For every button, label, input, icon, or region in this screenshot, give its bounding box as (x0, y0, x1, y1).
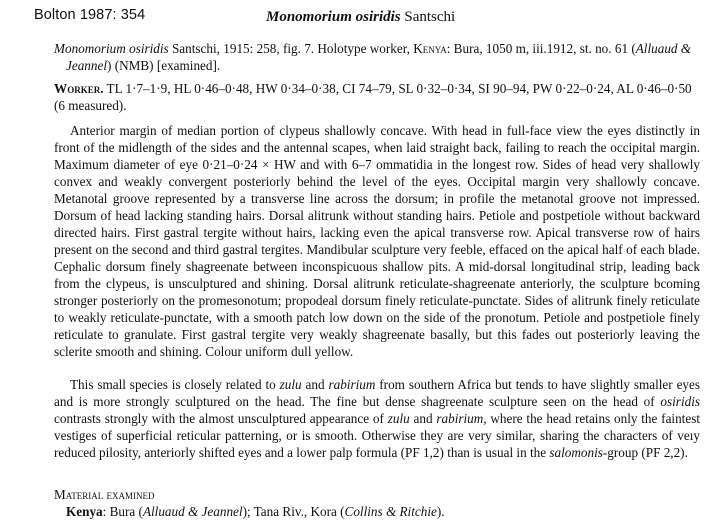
worker-measurements (54, 80, 700, 114)
citation-text: ) (NMB) [examined]. (107, 58, 221, 73)
citation-collectors: Alluaud & Jeannel (66, 41, 692, 73)
taxon-name: zulu (279, 377, 302, 392)
discussion-section (54, 376, 700, 461)
citation-country: Kenya (413, 41, 447, 56)
citation-name: Monomorium osiridis (54, 41, 169, 56)
material-examined-section (54, 486, 700, 520)
material-list: Kenya: Bura (Alluaud & Jeannel); Tana Riv., Kora (Collins & Ritchie). (66, 504, 445, 519)
material-collectors: Alluaud & Jeannel (142, 504, 243, 519)
description-paragraph: Anterior margin of median portion of clypeus shallowly concave. With head in full-face view the eyes distinctly in front of the midlength of the sides and the antennal scapes, when laid straight back, failing to reach the occipital margin. Maximum diameter of eye 0·21–0·24 × HW and with 6–7 ommatidia in the longest row. Sides of head very shallowly convex and weakly convergent posteriorly behind the level of the eyes. Occipital margin very shallowly concave. Metanotal groove represented by a transverse line across the dorsum; in profile the metanotal groove not impressed. Dorsum of head lacking standing hairs. Dorsal alitrunk without standing hairs. Petiole and postpetiole without backward directed hairs. First gastral tergite without hairs, lacking even the apical transverse row. Apical transverse row of hairs present on the second and third gastral tergites. Mandibular sculpture very feeble, effaced on the apical half of each blade. Cephalic dorsum finely shagreenate between inconspicuous shallow pits. A mid-dorsal longitudinal strip, leading back from the clypeus, is unsculptured and shining. Dorsal alitrunk reticulate-shagreenate anteriorly, the sculpture bcoming stronger posteriorly on the promesonotum; propodeal dorsum finely reticulate-punctate. Sides of alitrunk finely reticulate to weakly reticulate-punctate, with a smooth patch low down on the side of the pronotum. Petiole and postpetiole finely reticulate to granulate. First gastral tergite very weakly shagreenate basally, but this fades out posteriorly leaving the sclerite smooth and shining. Colour uniform dull yellow. (54, 123, 700, 359)
citation-text: : Bura, 1050 m, iii.1912, st. no. 61 ( (446, 41, 636, 56)
measurements-text: TL 1·7–1·9, HL 0·46–0·48, HW 0·34–0·38, CI 74–79, SL 0·32–0·34, SI 90–94, PW 0·22–0·24, AL 0·46–0·50 (6 measured). (54, 81, 692, 113)
discussion-paragraph: This small species is closely related to zulu and rabirium from southern Africa but tends to have slightly smaller eyes and is more strongly sculptured on the head. The fine but dense shagreenate sculpture seen on the head of osiridis contrasts strongly with the almost unsculptured appearance of zulu and rabirium, where the head retains only the faintest vestiges of superficial reticular patterning, or is smooth. Otherwise they are very similar, sharing the characters of veıy reduced pilosity, anteriorly shifted eyes and a lower palp formula (PF 1,2) than is usual in the salomonis-group (PF 2,2). (54, 377, 701, 460)
material-country: Kenya (66, 504, 103, 519)
citation-paragraph (54, 40, 700, 74)
taxon-name: rabirium (436, 411, 484, 426)
species-name: Monomorium osiridis (266, 9, 401, 25)
citation-text: Santschi, 1915: 258, fig. 7. Holotype worker, (168, 41, 414, 56)
taxon-name: osiridis (660, 394, 700, 409)
taxon-name: salomonis (549, 445, 603, 460)
worker-label: Worker. (54, 81, 104, 96)
original-citation (54, 40, 700, 74)
description-section (54, 122, 700, 360)
taxon-name: zulu (387, 411, 410, 426)
material-collectors: Collins & Ritchie (344, 504, 437, 519)
species-heading (266, 9, 455, 26)
taxon-name: rabirium (328, 377, 376, 392)
source-reference: Bolton 1987: 354 (34, 7, 146, 23)
species-author: Santschi (404, 9, 456, 25)
measurements-paragraph (54, 80, 700, 114)
material-heading: Material examined (54, 487, 155, 502)
